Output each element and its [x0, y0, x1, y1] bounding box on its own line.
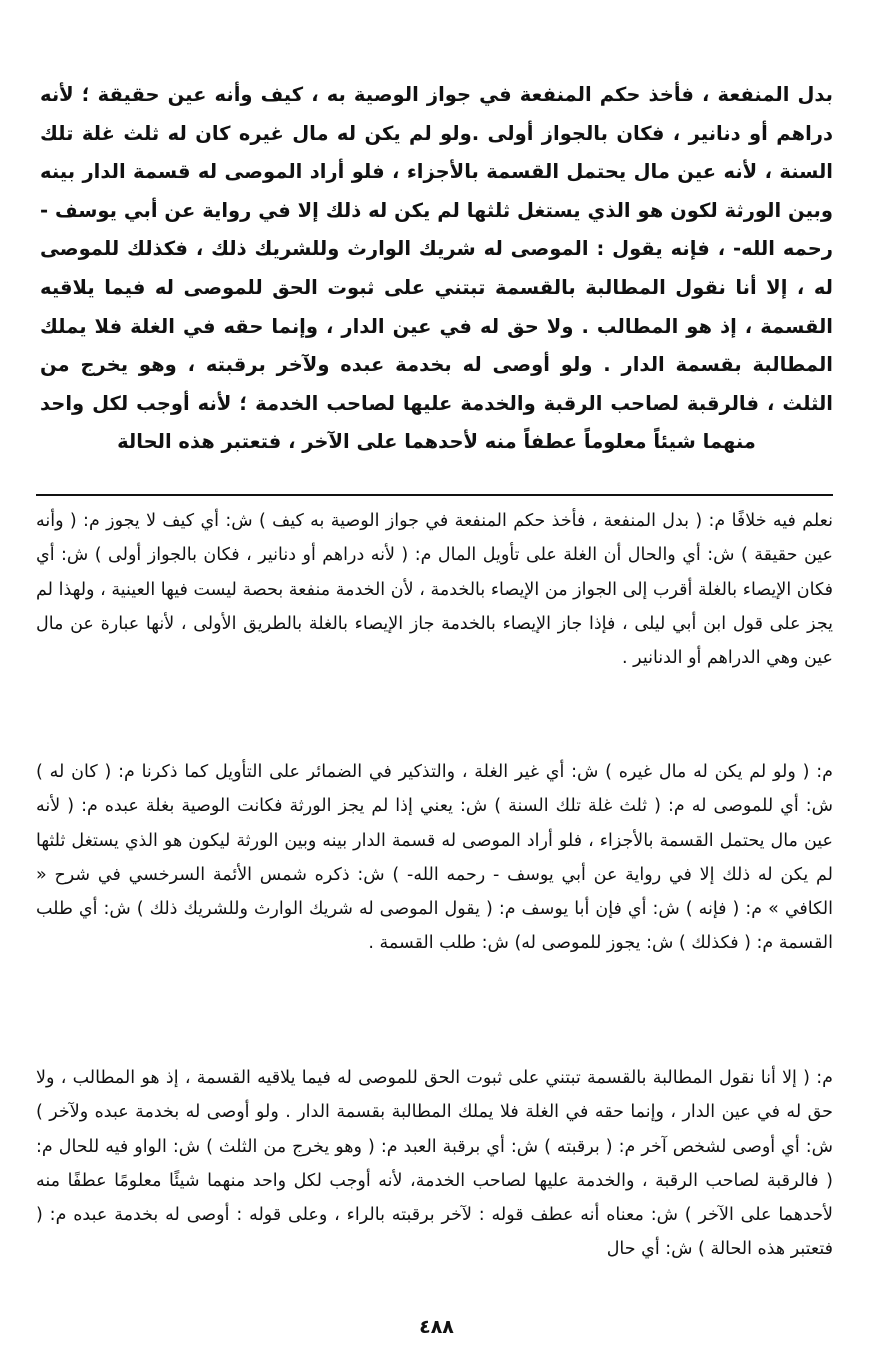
main-paragraph: بدل المنفعة ، فأخذ حكم المنفعة في جواز الوصية به ، كيف وأنه عين حقيقة ؛ لأنه دراهم أو دنانير ، فكان بالجواز أولى .ولو لم يكن له مال غيره كان له ثلث غلة تلك السنة ، لأنه عين مال يحتمل القسمة بالأجزاء ، فلو أراد الموصى له قسمة الدار بينه وبين الورثة لكون هو الذي يستغل ثلثها لم يكن له ذلك إلا في رواية عن أبي يوسف - رحمه الله- ، فإنه يقول : الموصى له شريك الوارث وللشريك ذلك ، فكذلك للموصى له ، إلا أنا نقول المطالبة بالقسمة تبتني على ثبوت الحق للموصى له فيما يلاقيه القسمة ، إذ هو المطالب . ولا حق له في عين الدار ، وإنما حقه في الغلة فلا يملك المطالبة بقسمة الدار . ولو أوصى له بخدمة عبده ولآخر برقبته ، وهو يخرج من الثلث ، فالرقبة لصاحب الرقبة والخدمة عليها لصاحب الخدمة ؛ لأنه أوجب لكل واحد منهما شيئاً معلوماً عطفاً منه لأحدهما على الآخر ، فتعتبر هذه الحالة: [40, 83, 833, 454]
main-text-block: [40, 76, 833, 462]
commentary-paragraph: م: ( إلا أنا نقول المطالبة بالقسمة تبتني على ثبوت الحق للموصى له فيما يلاقيه القسمة ، إذ هو المطالب ، ولا حق له في عين الدار ، وإنما حقه في الغلة فلا يملك المطالبة بقسمة الدار . ولو أوصى له بخدمة عبده ولآخر ) ش: أي أوصى لشخص آخر م: ( برقبته ) ش: أي برقبة العبد م: ( وهو يخرج من الثلث ) ش: الواو فيه للحال م: ( فالرقبة لصاحب الرقبة ، والخدمة عليها لصاحب الخدمة، لأنه أوجب لكل واحد منهما شيئًا معلومًا عطفًا منه لأحدهما على الآخر ) ش: معناه أنه عطف قوله : لآخر برقبته بالراء ، وعلى قوله : أوصى له بخدمة عبده م: ( فتعتبر هذه الحالة ) ش: أي حال: [36, 1068, 833, 1260]
section-divider: [36, 494, 833, 496]
commentary-block: [36, 504, 833, 1267]
commentary-paragraph: م: ( ولو لم يكن له مال غيره ) ش: أي غير الغلة ، والتذكير في الضمائر على التأويل كما ذكرنا م: ( كان له ) ش: أي للموصى له م: ( ثلث غلة تلك السنة ) ش: يعني إذا لم يجز الورثة فكانت الوصية بغلة عبده م: ( لأنه عين مال يحتمل القسمة بالأجزاء ، فلو أراد الموصى له قسمة الدار بينه وبين الورثة ليكون هو الذي يستغل ثلثها لم يكن له ذلك إلا في رواية عن أبي يوسف - رحمه الله- ) ش: ذكره شمس الأئمة السرخسي في شرح « الكافي » م: ( فإنه ) ش: أي فإن أبا يوسف م: ( يقول الموصى له شريك الوارث وللشريك ذلك ) ش: أي طلب القسمة م: ( فكذلك ) ش: يجوز للموصى له) ش: طلب القسمة .: [36, 762, 833, 954]
page-number: ٤٨٨: [419, 1316, 454, 1338]
commentary-paragraph: نعلم فيه خلافًا م: ( بدل المنفعة ، فأخذ حكم المنفعة في جواز الوصية به كيف ) ش: أي كيف لا يجوز م: ( وأنه عين حقيقة ) ش: أي والحال أن الغلة على تأويل المال م: ( لأنه دراهم أو دنانير ، فكان بالجواز أولى ) ش: أي فكان الإيصاء بالغلة أقرب إلى الجواز من الإيصاء بالخدمة ، لأن الخدمة منفعة بحصة ليست فيها العينية ، ولهذا لم يجز على قول ابن أبي ليلى ، فإذا جاز الإيصاء بالخدمة جاز الإيصاء بالغلة بالطريق الأولى ، لأنها عبارة عن مال عين وهي الدراهم أو الدنانير .: [36, 511, 833, 669]
